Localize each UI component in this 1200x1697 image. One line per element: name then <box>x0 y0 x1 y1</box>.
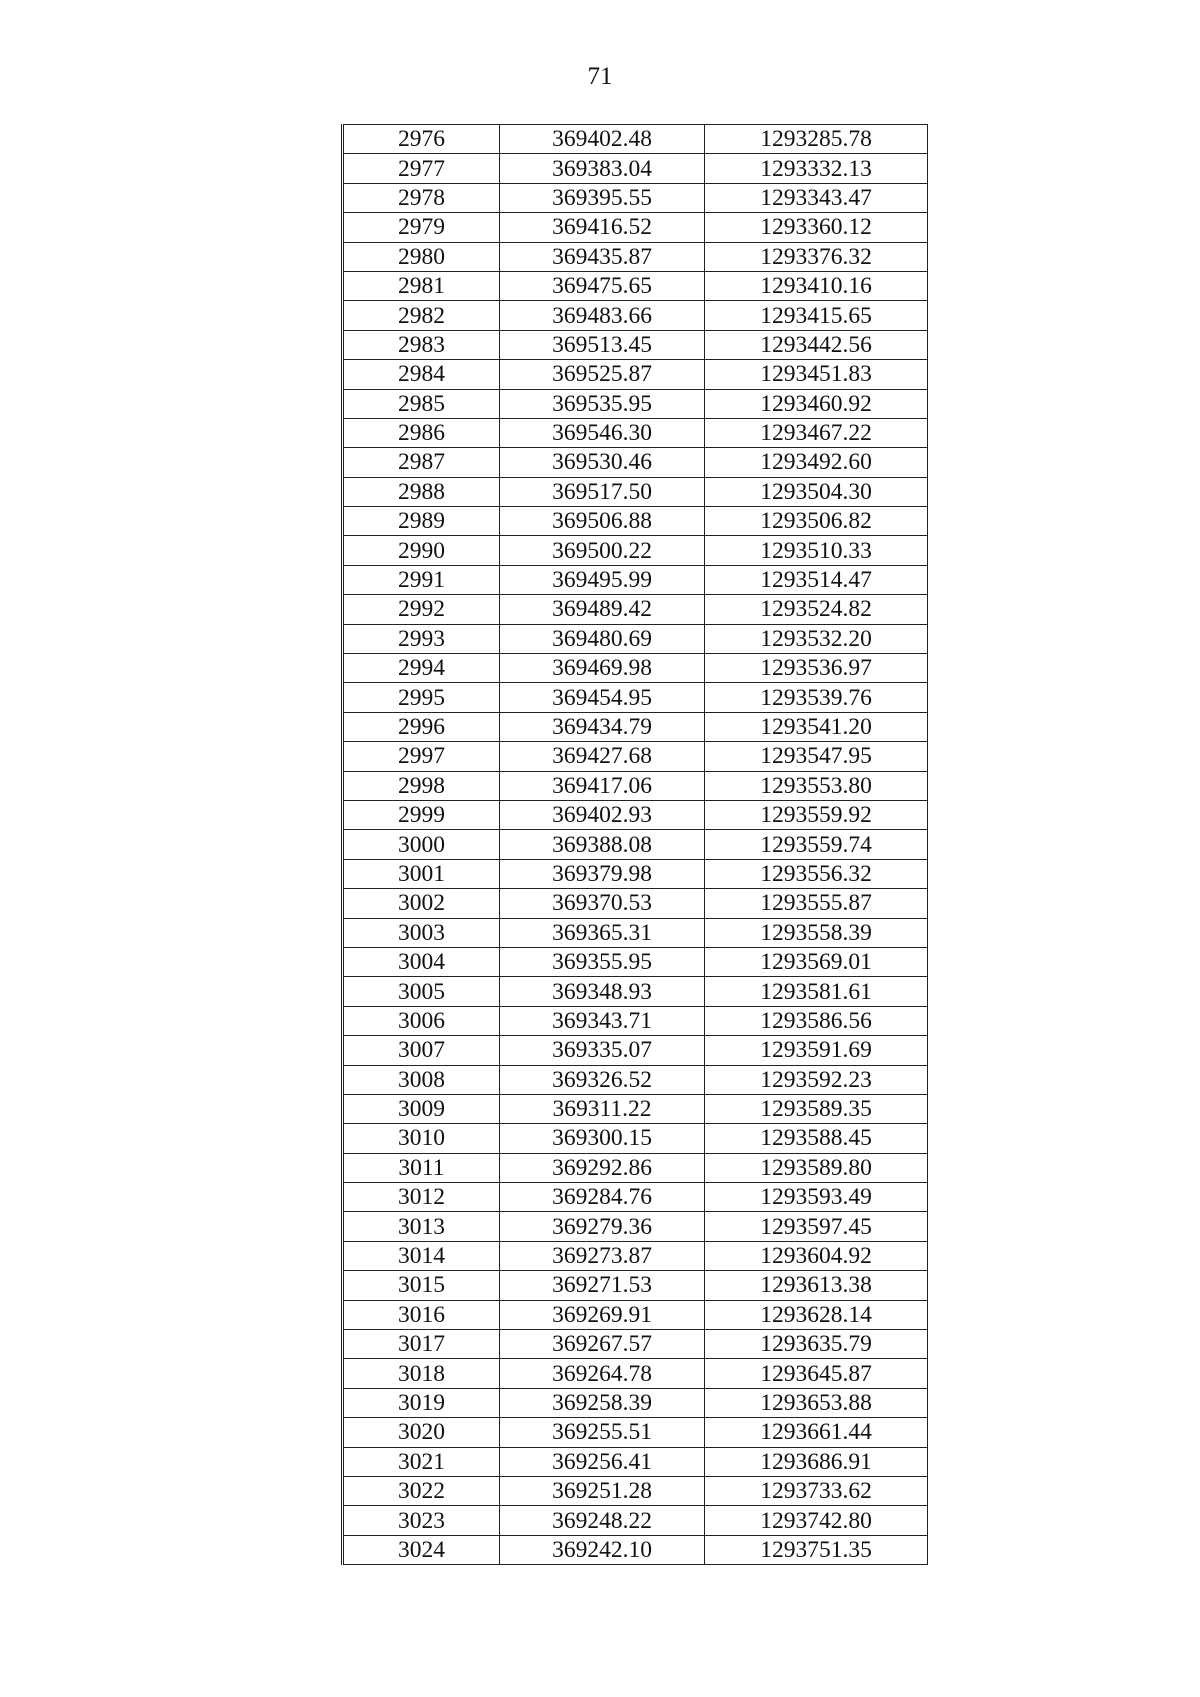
y-coordinate-cell: 1293558.39 <box>705 918 928 947</box>
x-coordinate-cell: 369300.15 <box>500 1124 705 1153</box>
point-number-cell: 3013 <box>343 1212 500 1241</box>
point-number-cell: 2981 <box>343 271 500 300</box>
point-number-cell: 3004 <box>343 947 500 976</box>
point-number-cell: 3017 <box>343 1330 500 1359</box>
table-row <box>343 918 928 947</box>
table-row <box>343 1388 928 1417</box>
table-row <box>343 1153 928 1182</box>
y-coordinate-cell: 1293742.80 <box>705 1506 928 1535</box>
table-row <box>343 947 928 976</box>
point-number-cell: 3023 <box>343 1506 500 1535</box>
x-coordinate-cell: 369506.88 <box>500 507 705 536</box>
point-number-cell: 2987 <box>343 448 500 477</box>
y-coordinate-cell: 1293613.38 <box>705 1271 928 1300</box>
y-coordinate-cell: 1293586.56 <box>705 1006 928 1035</box>
y-coordinate-cell: 1293569.01 <box>705 947 928 976</box>
point-number-cell: 2993 <box>343 624 500 653</box>
x-coordinate-cell: 369513.45 <box>500 330 705 359</box>
x-coordinate-cell: 369483.66 <box>500 301 705 330</box>
y-coordinate-cell: 1293589.35 <box>705 1094 928 1123</box>
table-row <box>343 1330 928 1359</box>
x-coordinate-cell: 369242.10 <box>500 1535 705 1564</box>
x-coordinate-cell: 369489.42 <box>500 595 705 624</box>
table-row <box>343 1094 928 1123</box>
x-coordinate-cell: 369495.99 <box>500 565 705 594</box>
x-coordinate-cell: 369284.76 <box>500 1183 705 1212</box>
table-row <box>343 859 928 888</box>
x-coordinate-cell: 369348.93 <box>500 977 705 1006</box>
coordinates-table <box>341 124 928 1565</box>
y-coordinate-cell: 1293581.61 <box>705 977 928 1006</box>
table-row <box>343 1065 928 1094</box>
point-number-cell: 3003 <box>343 918 500 947</box>
table-row <box>343 183 928 212</box>
y-coordinate-cell: 1293492.60 <box>705 448 928 477</box>
y-coordinate-cell: 1293506.82 <box>705 507 928 536</box>
table-row <box>343 683 928 712</box>
x-coordinate-cell: 369535.95 <box>500 389 705 418</box>
x-coordinate-cell: 369402.93 <box>500 800 705 829</box>
point-number-cell: 3019 <box>343 1388 500 1417</box>
table-row <box>343 330 928 359</box>
table-row <box>343 595 928 624</box>
point-number-cell: 3005 <box>343 977 500 1006</box>
point-number-cell: 2989 <box>343 507 500 536</box>
y-coordinate-cell: 1293460.92 <box>705 389 928 418</box>
x-coordinate-cell: 369454.95 <box>500 683 705 712</box>
table-row <box>343 800 928 829</box>
table-row <box>343 1418 928 1447</box>
y-coordinate-cell: 1293539.76 <box>705 683 928 712</box>
table-row <box>343 242 928 271</box>
table-row <box>343 1212 928 1241</box>
x-coordinate-cell: 369248.22 <box>500 1506 705 1535</box>
x-coordinate-cell: 369475.65 <box>500 271 705 300</box>
x-coordinate-cell: 369311.22 <box>500 1094 705 1123</box>
point-number-cell: 2976 <box>343 125 500 154</box>
x-coordinate-cell: 369267.57 <box>500 1330 705 1359</box>
point-number-cell: 2991 <box>343 565 500 594</box>
y-coordinate-cell: 1293588.45 <box>705 1124 928 1153</box>
table-row <box>343 154 928 183</box>
y-coordinate-cell: 1293733.62 <box>705 1476 928 1505</box>
point-number-cell: 3012 <box>343 1183 500 1212</box>
y-coordinate-cell: 1293559.92 <box>705 800 928 829</box>
table-row <box>343 712 928 741</box>
point-number-cell: 2982 <box>343 301 500 330</box>
point-number-cell: 2996 <box>343 712 500 741</box>
x-coordinate-cell: 369402.48 <box>500 125 705 154</box>
point-number-cell: 3001 <box>343 859 500 888</box>
table-row <box>343 448 928 477</box>
x-coordinate-cell: 369355.95 <box>500 947 705 976</box>
point-number-cell: 3011 <box>343 1153 500 1182</box>
table-row <box>343 565 928 594</box>
page-number: 71 <box>587 63 613 90</box>
point-number-cell: 2985 <box>343 389 500 418</box>
x-coordinate-cell: 369416.52 <box>500 213 705 242</box>
x-coordinate-cell: 369365.31 <box>500 918 705 947</box>
table-row <box>343 213 928 242</box>
point-number-cell: 3015 <box>343 1271 500 1300</box>
x-coordinate-cell: 369271.53 <box>500 1271 705 1300</box>
x-coordinate-cell: 369326.52 <box>500 1065 705 1094</box>
y-coordinate-cell: 1293556.32 <box>705 859 928 888</box>
x-coordinate-cell: 369269.91 <box>500 1300 705 1329</box>
x-coordinate-cell: 369379.98 <box>500 859 705 888</box>
point-number-cell: 2990 <box>343 536 500 565</box>
y-coordinate-cell: 1293592.23 <box>705 1065 928 1094</box>
x-coordinate-cell: 369427.68 <box>500 742 705 771</box>
x-coordinate-cell: 369335.07 <box>500 1036 705 1065</box>
y-coordinate-cell: 1293451.83 <box>705 360 928 389</box>
point-number-cell: 2986 <box>343 418 500 447</box>
y-coordinate-cell: 1293541.20 <box>705 712 928 741</box>
y-coordinate-cell: 1293597.45 <box>705 1212 928 1241</box>
y-coordinate-cell: 1293343.47 <box>705 183 928 212</box>
point-number-cell: 3021 <box>343 1447 500 1476</box>
x-coordinate-cell: 369435.87 <box>500 242 705 271</box>
x-coordinate-cell: 369469.98 <box>500 654 705 683</box>
y-coordinate-cell: 1293536.97 <box>705 654 928 683</box>
table-row <box>343 1124 928 1153</box>
point-number-cell: 3002 <box>343 889 500 918</box>
y-coordinate-cell: 1293532.20 <box>705 624 928 653</box>
x-coordinate-cell: 369500.22 <box>500 536 705 565</box>
point-number-cell: 3010 <box>343 1124 500 1153</box>
x-coordinate-cell: 369279.36 <box>500 1212 705 1241</box>
coordinates-table-body <box>343 125 928 1565</box>
table-row <box>343 977 928 1006</box>
table-row <box>343 830 928 859</box>
y-coordinate-cell: 1293524.82 <box>705 595 928 624</box>
point-number-cell: 3016 <box>343 1300 500 1329</box>
point-number-cell: 3006 <box>343 1006 500 1035</box>
x-coordinate-cell: 369255.51 <box>500 1418 705 1447</box>
table-row <box>343 1506 928 1535</box>
table-row <box>343 742 928 771</box>
y-coordinate-cell: 1293628.14 <box>705 1300 928 1329</box>
point-number-cell: 2999 <box>343 800 500 829</box>
table-row <box>343 507 928 536</box>
y-coordinate-cell: 1293504.30 <box>705 477 928 506</box>
y-coordinate-cell: 1293553.80 <box>705 771 928 800</box>
y-coordinate-cell: 1293415.65 <box>705 301 928 330</box>
point-number-cell: 3000 <box>343 830 500 859</box>
table-row <box>343 1036 928 1065</box>
table-row <box>343 271 928 300</box>
x-coordinate-cell: 369480.69 <box>500 624 705 653</box>
point-number-cell: 2992 <box>343 595 500 624</box>
point-number-cell: 3020 <box>343 1418 500 1447</box>
table-row <box>343 1271 928 1300</box>
y-coordinate-cell: 1293467.22 <box>705 418 928 447</box>
y-coordinate-cell: 1293661.44 <box>705 1418 928 1447</box>
point-number-cell: 2998 <box>343 771 500 800</box>
y-coordinate-cell: 1293559.74 <box>705 830 928 859</box>
x-coordinate-cell: 369383.04 <box>500 154 705 183</box>
x-coordinate-cell: 369517.50 <box>500 477 705 506</box>
table-row <box>343 418 928 447</box>
point-number-cell: 2997 <box>343 742 500 771</box>
y-coordinate-cell: 1293360.12 <box>705 213 928 242</box>
y-coordinate-cell: 1293442.56 <box>705 330 928 359</box>
y-coordinate-cell: 1293635.79 <box>705 1330 928 1359</box>
table-row <box>343 360 928 389</box>
y-coordinate-cell: 1293653.88 <box>705 1388 928 1417</box>
table-row <box>343 389 928 418</box>
point-number-cell: 3018 <box>343 1359 500 1388</box>
table-row <box>343 1183 928 1212</box>
x-coordinate-cell: 369546.30 <box>500 418 705 447</box>
y-coordinate-cell: 1293589.80 <box>705 1153 928 1182</box>
x-coordinate-cell: 369292.86 <box>500 1153 705 1182</box>
y-coordinate-cell: 1293686.91 <box>705 1447 928 1476</box>
point-number-cell: 3022 <box>343 1476 500 1505</box>
table-row <box>343 624 928 653</box>
y-coordinate-cell: 1293514.47 <box>705 565 928 594</box>
x-coordinate-cell: 369343.71 <box>500 1006 705 1035</box>
y-coordinate-cell: 1293376.32 <box>705 242 928 271</box>
x-coordinate-cell: 369525.87 <box>500 360 705 389</box>
table-row <box>343 654 928 683</box>
table-row <box>343 1241 928 1270</box>
table-row <box>343 1359 928 1388</box>
y-coordinate-cell: 1293285.78 <box>705 125 928 154</box>
point-number-cell: 2995 <box>343 683 500 712</box>
y-coordinate-cell: 1293591.69 <box>705 1036 928 1065</box>
point-number-cell: 2994 <box>343 654 500 683</box>
y-coordinate-cell: 1293510.33 <box>705 536 928 565</box>
table-row <box>343 771 928 800</box>
table-row <box>343 889 928 918</box>
point-number-cell: 2988 <box>343 477 500 506</box>
point-number-cell: 3008 <box>343 1065 500 1094</box>
y-coordinate-cell: 1293751.35 <box>705 1535 928 1564</box>
point-number-cell: 2978 <box>343 183 500 212</box>
x-coordinate-cell: 369388.08 <box>500 830 705 859</box>
x-coordinate-cell: 369273.87 <box>500 1241 705 1270</box>
x-coordinate-cell: 369258.39 <box>500 1388 705 1417</box>
x-coordinate-cell: 369256.41 <box>500 1447 705 1476</box>
y-coordinate-cell: 1293593.49 <box>705 1183 928 1212</box>
point-number-cell: 3014 <box>343 1241 500 1270</box>
point-number-cell: 2983 <box>343 330 500 359</box>
table-row <box>343 1300 928 1329</box>
x-coordinate-cell: 369251.28 <box>500 1476 705 1505</box>
table-row <box>343 125 928 154</box>
x-coordinate-cell: 369370.53 <box>500 889 705 918</box>
x-coordinate-cell: 369434.79 <box>500 712 705 741</box>
y-coordinate-cell: 1293645.87 <box>705 1359 928 1388</box>
table-row <box>343 1447 928 1476</box>
y-coordinate-cell: 1293410.16 <box>705 271 928 300</box>
y-coordinate-cell: 1293332.13 <box>705 154 928 183</box>
x-coordinate-cell: 369530.46 <box>500 448 705 477</box>
x-coordinate-cell: 369264.78 <box>500 1359 705 1388</box>
x-coordinate-cell: 369395.55 <box>500 183 705 212</box>
point-number-cell: 3024 <box>343 1535 500 1564</box>
point-number-cell: 3007 <box>343 1036 500 1065</box>
point-number-cell: 2980 <box>343 242 500 271</box>
point-number-cell: 2984 <box>343 360 500 389</box>
table-row <box>343 536 928 565</box>
y-coordinate-cell: 1293555.87 <box>705 889 928 918</box>
y-coordinate-cell: 1293604.92 <box>705 1241 928 1270</box>
y-coordinate-cell: 1293547.95 <box>705 742 928 771</box>
table-row <box>343 1535 928 1564</box>
x-coordinate-cell: 369417.06 <box>500 771 705 800</box>
table-row <box>343 301 928 330</box>
point-number-cell: 2979 <box>343 213 500 242</box>
table-row <box>343 1006 928 1035</box>
point-number-cell: 2977 <box>343 154 500 183</box>
point-number-cell: 3009 <box>343 1094 500 1123</box>
table-row <box>343 477 928 506</box>
table-row <box>343 1476 928 1505</box>
